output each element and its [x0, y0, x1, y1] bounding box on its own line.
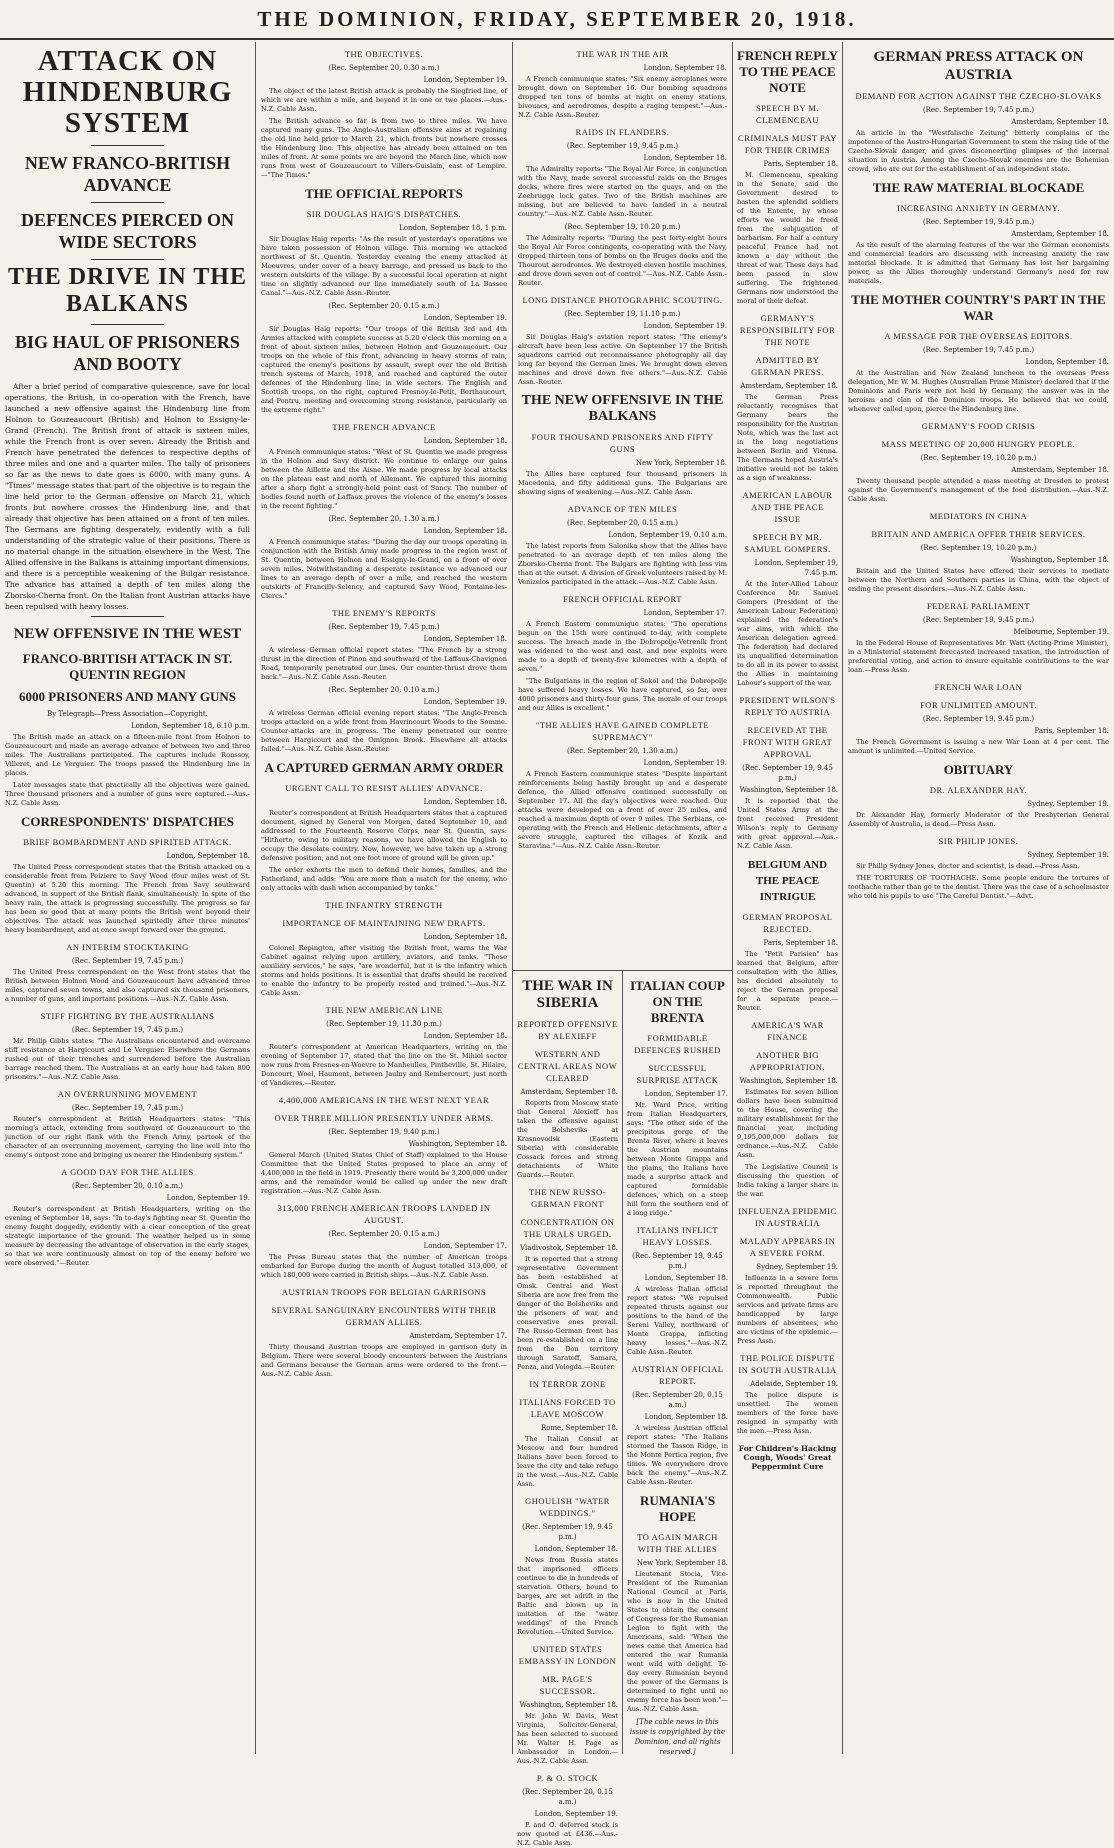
column-3 — [513, 42, 732, 1847]
dateline: Amsterdam, September 18. — [1011, 230, 1109, 238]
article-paragraph: News from Russia states that imprisoned officers continue to die in hundreds of starvation. Others, bound to barges, are set adrift in the Baltic and blown up in imitation of the "water weddings" of the French Revolution.—United Service. — [517, 1556, 618, 1636]
article-paragraph: The "Petit Parisien" has learned that Belgium, after consultation with the Allies, has decided absolutely to reject the German proposal for a separate peace.—Reuter. — [737, 950, 838, 1012]
section-heading: THE OFFICIAL REPORTS — [305, 186, 463, 201]
section-heading: BELGIUM AND THE PEACE INTRIGUE — [747, 859, 828, 903]
dateline: (Rec. September 19, 7.45 p.m.) — [922, 346, 1035, 354]
article-paragraph: The French Government is issuing a new War Loan at 4 per cent. The amount is unlimited.—United Service. — [848, 738, 1109, 755]
section-heading: THE NEW AMERICAN LINE — [325, 1005, 443, 1015]
section-subheading: ANOTHER BIG APPROPRIATION. — [749, 1050, 826, 1072]
article-paragraph: The police dispute is unsettled. The women members of the force have resigned in sympathy with the men.—Press Assn. — [737, 1391, 838, 1435]
article-paragraph: A French communique states: "Six enemy aeroplanes were brought down on September 16. Our bombing squadrons dropped ten tons of bombs at night on enemy stations, bivouacs, and aerodromes, despite a raging tempest."—Aus.-N.Z. Cable Assn.-Reuter. — [518, 75, 727, 119]
dateline: (Rec. September 19, 7.45 p.m.) — [71, 1026, 184, 1034]
article-paragraph: A wireless German official evening report states: "The Anglo-French troops attacked on a wide front from Havrincourt Woods to the Somme. Counter-attacks are in progress. The enemy penetrated our centre between Hargicourt and the Omignon Brook. Elsewhere all attacks failed."—Aus.-N.Z. Cable Assn.-Reuter. — [261, 709, 507, 753]
article-paragraph: Britain and the United States have offered their services to mediate between the Northern and Southern parties in China, with the object of ending the present disorders.—Aus.-N.Z. Cable Assn. — [848, 567, 1109, 593]
dateline: (Rec. September 19, 9.45 p.m.) — [632, 1252, 723, 1270]
column-5 — [843, 42, 1114, 1754]
section-subheading: MALADY APPEARS IN A SEVERE FORM. — [739, 1236, 836, 1258]
section-heading: 4,400,000 AMERICANS IN THE WEST NEXT YEAR — [278, 1095, 490, 1105]
article-paragraph: Reuter's correspondent at British Headquarters states that a captured document, signed by General von Morgen, dated September 10, and addressed to the Fourteenth Reserve Corps, near St. Quentin, says: "Hitherto, owing to military reasons, we have allowed the English to occupy the desolate country. Now, however, we have taken up a strong defensive position, and not one foot more of ground will be given up." — [261, 809, 507, 862]
dateline: (Rec. September 19, 10.20 p.m.) — [920, 544, 1037, 552]
article-paragraph: Reuter's correspondent at American Headquarters, writing on the evening of September 17, stated that the line on the St. Mihiel sector now runs from Fresnes-en-Woevre to Manheulles, Pintheville, St. Hilaire, Doncourt, Woel, Haumont, between Jaulny and Rembercourt, just north of Vandieres.—Reuter. — [261, 1043, 507, 1087]
article-paragraph: A wireless Austrian official report states: "The Italians stormed the Tasson Ridge, in the Monte Pertica region, five times. We everywhere drove back the enemy."—Aus.-N.Z. Cable Assn.-Reuter. — [627, 1424, 728, 1486]
article-paragraph: A French Eastern communique states: "Despite important reinforcements being hastily brought up and a desperate defence, the Allied offensive continued successfully on September 17. All the day's objectives were reached. Our attacks were developed on a front of over 25 miles, and reached a maximum depth of over 9 miles. The Serbians, co-operating with the French and Hellenic detachments, after a severe struggle, captured the villages of Kozik and Staravina."—Aus.-N.Z. Cable Assn.-Reuter. — [518, 770, 727, 850]
article-paragraph: Mr. Ward Price, writing from Italian Headquarters, says: "The other side of the precipitous gorge of the Brenta River, where it leaves the Austrian mountains between Monte Grappa and the plains, the Italians have made a surprise attack and captured formidable defences, which on a steep hill form the southern end of a long ridge." — [627, 1101, 728, 1217]
dateline: (Rec. September 19, 7.45 p.m.) — [71, 957, 184, 965]
article-paragraph: A French communique states: "West of St. Quentin we made progress in the Holnon and Savy district. We continue to enlarge our gains between the Aillette and the Aisne. We made progress by local attacks on the plateau east and north of Allemant. We captured this morning after a sharp fight a strongly-held point east of Sancy. The number of bodies found north of Laffaux proves the violence of the enemy's losses in the recent fighting." — [261, 448, 507, 510]
subhead: NEW FRANCO-BRITISH ADVANCE — [24, 153, 231, 195]
section-heading: GERMANY'S RESPONSIBILITY FOR THE NOTE — [739, 313, 836, 347]
article-paragraph: The Press Bureau states that the number of American troops embarked for Europe during the month of August totalled 313,000, of which 180,000 were carried in British ships.—Aus.-N.Z. Cable Assn. — [261, 1253, 507, 1279]
article-paragraph: Colonel Repington, after visiting the British front, warns the War Cabinet against relying upon artillery, aviators, and tanks. "These auxiliary services," he says, "are wonderful, but it is the infantry which storms and holds positions. It is essential that drafts should be received to enable the infantry to be properly rested and trained."—Aus.-N.Z. Cable Assn. — [261, 944, 507, 997]
dateline: (Rec. September 19, 7.45 p.m.) — [328, 623, 440, 631]
article-paragraph: A wireless Italian official report states: "We repulsed repeated thrusts against our positions to the hand of the Sereni Valley, northward of Monte Grappa, inflicting heavy losses."—Aus.-N.Z. Cable Assn.-Reuter. — [627, 1285, 728, 1356]
dateline: London, September 18. — [423, 798, 507, 806]
article-paragraph: The Allies have captured four thousand prisoners in Macedonia, and fifty additional guns. The Bulgarians are showing signs of weakening.—Aus.-N.Z. Cable Assn. — [518, 470, 727, 496]
dateline: Washington, September 18. — [739, 786, 838, 794]
dateline: Amsterdam, September 18. — [520, 1088, 618, 1096]
dateline: London, September 17. — [644, 1090, 728, 1098]
section-heading: ITALIAN COUP ON THE BRENTA — [630, 978, 725, 1025]
article-paragraph: Estimates for seven billion dollars have been submitted to the House, covering the military establishment for the financial year, including 9,195,000,000 dollars for ordnance.—Aus.-N.Z. Cable Assn. — [737, 1088, 838, 1159]
article-paragraph: Twenty thousand people attended a mass meeting at Dresden to protest against the Government's management of the food distribution.—Aus.-N.Z. Cable Assn. — [848, 477, 1109, 503]
article-paragraph: Dr. Alexander Hay, formerly Moderator of the Presbyterian General Assembly of Australia, is dead.—Press Assn. — [848, 811, 1109, 828]
section-heading: FRENCH REPLY TO THE PEACE NOTE — [737, 48, 839, 95]
section-subheading: SIR PHILIP JONES. — [938, 836, 1019, 846]
dateline: London, September 19, 7.45 p.m. — [754, 559, 838, 577]
dateline: London, September 18. — [423, 1032, 507, 1040]
dateline: (Rec. September 20, 1.30 a.m.) — [328, 515, 440, 523]
dateline: London, September 19. — [166, 1194, 250, 1202]
section-heading: INFLUENZA EPIDEMIC IN AUSTRALIA — [738, 1206, 837, 1228]
section-subheading: REPORTED OFFENSIVE BY ALEXIEFF — [517, 1019, 618, 1041]
headline-balkans: THE DRIVE IN THE BALKANS — [8, 264, 247, 317]
article-paragraph: M. Clemenceau, speaking in the Senate, said the Government desired to hasten the splendid soldiers of the Entente, by whose efforts we would be freed from the subjugation of barbarism. For half a century peaceful France had not known a day without the threat of war. These days had been passed in slow suffering. The frightened Germans now understood the moral of their defeat. — [737, 171, 838, 305]
dateline: Washington, September 18. — [519, 1701, 618, 1709]
article-paragraph: The Italian Consul at Moscow and four hundred Italians have been forced to leave the city and take refuge in the west.—Aus.-N.Z. Cable Assn. — [517, 1435, 618, 1488]
section-subheading: ITALIANS FORCED TO LEAVE MOSCOW — [519, 1397, 616, 1419]
section-subheading: SUCCESSFUL SURPRISE ATTACK — [636, 1063, 719, 1085]
dateline: Paris, September 18. — [763, 939, 838, 947]
section-subheading: OVER THREE MILLION PRESENTLY UNDER ARMS. — [274, 1113, 494, 1123]
section-subheading: CONCENTRATION ON THE URALS URGED. — [520, 1217, 615, 1239]
dateline: (Rec. September 20, 0.15 a.m.) — [522, 1788, 613, 1806]
dateline: (Rec. September 20, 0.15 a.m.) — [632, 1391, 723, 1409]
dateline: Washington, September 18. — [739, 1077, 838, 1085]
section-subheading: DEMAND FOR ACTION AGAINST THE CZECHO-SLOVAKS — [855, 91, 1102, 101]
section-heading: THE FRENCH ADVANCE — [332, 422, 436, 432]
dateline: London, September 18. — [423, 635, 507, 643]
section-heading: MEDIATORS IN CHINA — [929, 511, 1028, 521]
section-subheading: BRITAIN AND AMERICA OFFER THEIR SERVICES. — [871, 529, 1086, 539]
article-paragraph: The United Press correspondent on the West front states that the British between Holnon Wood and Gouzeaucourt have advanced three miles, captured seven towns, and also captured six thousand prisoners, a number of guns, and important positions.—Aus.-N.Z. Cable Assn. — [5, 968, 250, 1003]
article-paragraph: P. and O. deferred stock is now quoted at £436.—Aus.-N.Z. Cable Assn. — [517, 1821, 618, 1847]
section-heading: THE POLICE DISPUTE IN SOUTH AUSTRALIA — [738, 1353, 837, 1375]
dateline: Sydney, September 19. — [1027, 800, 1109, 808]
dateline: London, September 17. — [423, 1242, 507, 1250]
section-heading: THE OBJECTIVES. — [344, 49, 424, 59]
dateline: Washington, September 18. — [408, 1140, 507, 1148]
divider — [91, 616, 165, 617]
subhead: BIG HAUL OF PRISONERS AND BOOTY — [15, 332, 240, 374]
section-heading: GERMANY'S FOOD CRISIS — [921, 421, 1036, 431]
column-2 — [256, 42, 512, 1754]
section-heading: GERMAN PRESS ATTACK ON AUSTRIA — [873, 49, 1084, 83]
divider — [91, 259, 165, 260]
article-paragraph: In the Federal House of Representatives Mr. Watt (Acting-Prime Minister), in a Ministerial statement forecasted increased taxation, the introduction of preferential voting, and action to ensure equitable contributions to the war loan.—Press Assn. — [848, 639, 1109, 674]
article-paragraph: The Admiralty reports: "The Royal Air Force, in conjunction with the Navy, made several successful raids on the Bruges docks, where fires were started on the quays, and on the Zeebrugge lock gates. Two of the British machines are missing, but are believed to have landed in a neutral country."—Aus.-N.Z. Cable Assn.-Reuter. — [518, 165, 727, 218]
section-heading: GHOULISH "WATER WEDDINGS." — [525, 1496, 610, 1518]
dateline: Amsterdam, September 18. — [1011, 118, 1109, 126]
article-paragraph: Sir Douglas Haig's aviation report states: "The enemy's aircraft have been less active. On September 17 the British squadrons carried out reconnaissance photography all day long far beyond the German lines. We brought down eleven machines and drove down five others."—Aus.-N.Z. Cable Assn.-Reuter. — [518, 333, 727, 386]
section-heading: THE NEW RUSSO-GERMAN FRONT — [528, 1187, 607, 1209]
divider — [91, 202, 165, 203]
section-heading: ADVANCE OF TEN MILES — [567, 504, 678, 514]
dateline: London, September 18, 6.10 p.m. — [131, 722, 250, 730]
section-heading: AUSTRIAN TROOPS FOR BELGIAN GARRISONS — [281, 1287, 487, 1297]
article-paragraph: An article in the "Westfalische Zeitung" bitterly complains of the impotence of the Austro-Hungarian Government to stem the rising tide of the Czecho-Slovak danger, and gives disconcerting glimpses of the internal situation in Austria. Among the Czecho-Slovak enemies are the Bohemian crowd, who are out for the establishment of an independent state. — [848, 129, 1109, 173]
article-paragraph: Later messages state that practically all the objectives were gained. Three thousand prisoners and a number of guns were captured.—Aus.-N.Z. Cable Assn. — [5, 781, 250, 807]
dateline: (Rec. September 19, 9.40 p.m.) — [328, 1128, 440, 1136]
section-heading: A GOOD DAY FOR THE ALLIES — [61, 1167, 194, 1177]
section-heading: AUSTRIAN OFFICIAL REPORT. — [631, 1364, 724, 1386]
dateline: (Rec. September 20, 0.15 a.m.) — [567, 519, 678, 527]
dateline: London, September 19. — [423, 698, 507, 706]
dateline: Sydney, September 19. — [1027, 851, 1109, 859]
dateline: Amsterdam, September 18. — [740, 382, 838, 390]
section-heading: THE MOTHER COUNTRY'S PART IN THE WAR — [851, 292, 1106, 323]
section-subheading: A MESSAGE FOR THE OVERSEAS EDITORS. — [884, 331, 1073, 341]
article-paragraph: As the result of the alarming features of the war the German economists and commercial leaders are discussing with increasing anxiety the raw material blockade. It is admitted that Germany has lost her bargaining power, as the Allies thoroughly understand Germany's need for raw materials. — [848, 241, 1109, 285]
dateline: (Rec. September 19, 9.45 p.m.) — [742, 764, 833, 782]
article-paragraph: Reuter's correspondent at British Headquarters states: "This morning's attack, extending from southward of Gouzeaucourt to the junction of our right flank with the French Army, partook of the character of an overrunning movement, carrying the line well into the enemy's outpost zone and bringing us nearer the Hindenburg system." — [5, 1115, 250, 1159]
section-heading: OBITUARY — [943, 762, 1014, 777]
article-paragraph: "The Bulgarians in the region of Sokol and the Dobropolje have suffered heavy losses. We have captured, so far, over 4000 prisoners and thirty-four guns. The morale of our troops and our Allies is excellent." — [518, 677, 727, 712]
article-paragraph: The British advance so far is from two to three miles. We have captured many guns. The Anglo-Australian offensive aims at regaining the old line held prior to March 21, which fronts but nowhere crosses the Hindenburg line. This objective has already been attained on ten miles of front. At some points we are beyond the March line, which now runs from west of Gouzeaucourt to Villers-Guislain, east of Lempire.—"The Times." — [261, 117, 507, 179]
dateline: New York, September 18. — [636, 1559, 728, 1567]
column-3-top — [513, 48, 732, 976]
section-subheading: URGENT CALL TO RESIST ALLIES' ADVANCE. — [285, 783, 483, 793]
dateline: London, September 18. — [1025, 358, 1109, 366]
advertisement: THE TORTURES OF TOOTHACHE. Some people endure the tortures of toothache rather than go to the dentist. There was the case of a schoolmaster who told his pupils to use "The Careful Dentist."—Advt. — [848, 874, 1109, 900]
article-paragraph: Reports from Moscow state that General Alexieff has taken the offensive against the Bolsheviks at Krasnovodsk (Eastern Siberia) with considerable Cossack forces and strong detachments of White Guards.—Reuter. — [517, 1099, 618, 1179]
section-heading: UNITED STATES EMBASSY IN LONDON — [518, 1644, 617, 1666]
dateline: London, September 17. — [643, 609, 727, 617]
dateline: (Rec. September 20, 0.15 a.m.) — [328, 1230, 440, 1238]
dateline: London, September 19. — [534, 1810, 618, 1818]
article-paragraph: Mr. Philip Gibbs states: "The Australians encountered and overcame stiff resistance at Hargicourt and Le Verguier. Elsewhere the Germans rushed out of their trenches and surrendered before the Australian barrage reached them. The Australians at an early hour had taken 800 prisoners."—Aus.-N.Z. Cable Assn. — [5, 1037, 250, 1081]
section-heading: "THE ALLIES HAVE GAINED COMPLETE SUPREMACY" — [535, 720, 710, 742]
article-paragraph: Sir Philip Sydney Jones, doctor and scientist, is dead.—Press Assn. — [856, 862, 1080, 870]
article-paragraph: The United Press correspondent states that the British attacked on a considerable front from Peiziere to Savy Wood (four miles west of St. Quentin) at 5.20 this morning. The French from Savy southward advanced, in support of the British flank, simultaneously. In spite of the heavy rain, the attack is progressing successfully. The progress so far has been so good that at many points the British went beyond their objectives. The attack was launched spiritedly after three minutes' heavy bombardment, and at once swept forward over the ground. — [5, 863, 250, 934]
dateline: New York, September 18. — [635, 459, 727, 467]
article-paragraph: Lieutenant Stocia, Vice-President of the Rumanian National Council at Paris, who is now in the United States to obtain the consent of Congress for the Rumanian Legion to fight with the Americans, said: "When the news came that America had entered the war Rumania went wild with delight. To-day every Rumanian beyond the power of the Germans is determined to fight until no enemy force has been won."—Aus.-N.Z. Cable Assn. — [627, 1570, 728, 1713]
section-heading: ITALIANS INFLICT HEAVY LOSSES. — [636, 1225, 719, 1247]
dateline: London, September 19. — [423, 314, 507, 322]
article-paragraph: The Legislative Council is discussing the question of India taking a larger share in the war. — [737, 1163, 838, 1198]
summary-paragraph: After a brief period of comparative quiescence, save for local operations, the British, in co-operation with the French, have launched a new offensive against the Hindenburg line from Holnon to Gouzeaucourt (British) and Holnon to Essigny-le-Grand (French). The British front of attack is sixteen miles, while the French front is over seven. Already the British and French have penetrated the defences to respective depths of three miles and one and a quarter miles. The tally of prisoners so far as the news to date goes is 6000, with many guns. A "Times" message states that part of the objective is to regain the line held prior to the German offensive on March 21, which fronts but nowhere crosses the Hindenburg line, and that already that objective has been attained on a front of ten miles. The Germans are fighting desperately, evidently with a full understanding of the strategic value of their positions. There is no material change in the situation elsewhere in the West. The Allied offensive in the Balkans is attaining important dimensions, and there is a perceptible weakening of the Bulgar resistance. The advance has attained a depth of ten miles along the Zborsko-Cherna front. On the Italian front Austrian attacks have been repulsed with heavy losses. — [5, 382, 250, 611]
dateline: Amsterdam, September 18. — [1011, 466, 1109, 474]
dateline: London, September 18. — [643, 64, 727, 72]
article-paragraph: The British made an attack on a fifteen-mile front from Holnon to Gouzeaucourt and made an average advance of between two and three miles. The Australians participated. The captures include Ronssoy, Villeret, and Le Verguier. The troops passed the Hindenburg line in places. — [5, 733, 250, 777]
section-heading: AN OVERRUNNING MOVEMENT — [57, 1089, 198, 1099]
dateline: (Rec. September 19, 10.20 p.m.) — [564, 223, 681, 231]
dateline: London, September 18. — [644, 1274, 728, 1282]
dateline: Paris, September 18. — [763, 160, 838, 168]
article-paragraph: The latest reports from Salonika show that the Allies have penetrated to an average depth of ten miles along the Zborsko-Cherna front. The Bulgars are fighting with less vim than at the outset. A division of Greek volunteers raised by M. Venizelos participated in the attack.—Aus.-N.Z. Cable Assn. — [518, 542, 727, 586]
dateline: London, September 18, 1 p.m. — [399, 224, 507, 232]
section-heading: IN TERROR ZONE — [529, 1379, 606, 1389]
section-heading: A CAPTURED GERMAN ARMY ORDER — [264, 760, 504, 775]
article-paragraph: General March (United States Chief of Staff) explained to the House Committee that the United States proposed to place an army of 4,400,000 in the field in 1919. Presently there would be 3,200,000 under arms, and the remainder would be called up under the new draft registration.—Aus.-N.Z. Cable Assn. — [261, 1151, 507, 1195]
dateline: (Rec. September 19, 9.45 p.m.) — [566, 142, 679, 150]
headline-attack-hindenburg: ATTACK ON HINDENBURG SYSTEM — [22, 45, 233, 139]
section-subheading: FOUR THOUSAND PRISONERS AND FIFTY GUNS — [531, 432, 714, 454]
dateline: Paris, September 18. — [1034, 727, 1109, 735]
article-paragraph: A French communique states: "During the day our troops operating in conjunction with the British Army made progress in the region west of St. Quentin, between Holnon and Essigny-le-Grand, on a front of over seven miles. Notwithstanding a desperate resistance we advanced our lines to an average depth of over a mile, and reached the western outskirts of Francilly-Selency, and captured Savy Wood, Fontaine-les-Clercs." — [261, 538, 507, 600]
dateline: (Rec. September 20, 0.15 a.m.) — [328, 302, 440, 310]
section-heading: THE RAW MATERIAL BLOCKADE — [872, 180, 1085, 195]
article-paragraph: The German Press reluctantly recognises that Germany bears the responsibility for the Austrian Note, which was the last act in the long negotiations between Berlin and Vienna. The Germans hoped Austria's initiative would not be taken as a sign of weakness. — [737, 393, 838, 482]
section-subheading: MASS MEETING OF 20,000 HUNGRY PEOPLE. — [881, 439, 1076, 449]
article-paragraph: A French Eastern communique states: "The operations begun on the 15th were continued to-day, with complete success. The breach made in the Dobropolje-Vetrenik front was widened to the west and east, and new exploits were made to a depth of twenty-five kilometres with a depth of seven." — [518, 620, 727, 673]
section-subheading: SIR DOUGLAS HAIG'S DISPATCHES. — [306, 209, 462, 219]
article-paragraph: It is reported that the United States Army at the front received President Wilson's reply to Germany with great approval.—Aus.-N.Z. Cable Assn. — [737, 797, 838, 850]
dateline: (Rec. September 19, 11.10 p.m.) — [564, 310, 681, 318]
article-paragraph: A wireless German official report states: "The French by a strong thrust in the direction of Pinon and southward of the Laffaux-Chavignon Road, temporarily penetrated our lines. Our counter-thrust drove them back."—Aus.-N.Z. Cable Assn.-Reuter. — [261, 646, 507, 681]
section-heading: AN INTERIM STOCKTAKING — [66, 942, 189, 952]
section-heading: FRENCH OFFICIAL REPORT — [563, 594, 682, 604]
section-heading: THE ENEMY'S REPORTS — [332, 608, 436, 618]
dateline: London, September 19. — [423, 76, 507, 84]
column-4 — [733, 42, 842, 1754]
section-heading: THE INFANTRY STRENGTH — [325, 900, 443, 910]
section-subheading: GERMAN PROPOSAL REJECTED. — [742, 912, 833, 934]
section-subheading: MR. PAGE'S SUCCESSOR. — [539, 1674, 596, 1696]
dateline: (Rec. September 19, 11.30 p.m.) — [326, 1020, 442, 1028]
dateline: (Rec. September 19, 7.45 p.m.) — [71, 1104, 184, 1112]
section-heading: 313,000 FRENCH AMERICAN TROOPS LANDED IN AUGUST. — [277, 1203, 491, 1225]
dateline: (Rec. September 19, 9.45 p.m.) — [922, 715, 1035, 723]
dateline: Washington, September 18. — [1010, 556, 1109, 564]
section-subheading: SPEECH BY MR. SAMUEL GOMPERS. — [744, 532, 831, 554]
dateline: (Rec. September 19, 10.20 p.m.) — [920, 454, 1037, 462]
section-subheading: SPEECH BY M. CLEMENCEAU — [755, 103, 820, 125]
subhead: DEFENCES PIERCED ON WIDE SECTORS — [20, 210, 235, 252]
dateline: London, September 18. — [423, 527, 507, 535]
article-paragraph: The order exhorts the men to defend their homes, families, and the Fatherland, and adds: "You are more than a match for the enemy, who only attacks with dash when accompanied by tanks." — [261, 866, 507, 892]
article-paragraph: Sir Douglas Haig reports: "Our troops of the British 3rd and 4th Armies attacked with complete success at 5.20 o'clock this morning on a front of about sixteen miles, between Holnon and Gouzeaucourt. Our troops on the whole of this front, advancing in heavy storms of rain, captured the enemy's positions by assault, swept over the old British trench systems of March, 1918, and reached and captured the outer defences of the Hindenburg line, in wide sectors. The English and Scottish troops, on the right, captured Fresnoy-le-Petit, Berthaucourt, and Pontru, meeting and overcoming strong resistance, particularly on the extreme right." — [261, 325, 507, 414]
article-paragraph: The Admiralty reports: "During the past forty-eight hours the Royal Air Force contingents, co-operating with the Navy, dropped thirteen tons of bombs on the Bruges docks and the Thourout aerodromes. We destroyed eleven hostile machines, and drove down seven out of control."—Aus.-N.Z. Cable Assn.-Reuter. — [518, 234, 727, 287]
dateline: (Rec. September 19, 7.45 p.m.) — [922, 106, 1035, 114]
section-subheading: IMPORTANCE OF MAINTAINING NEW DRAFTS. — [282, 918, 486, 928]
section-heading: P. & O. STOCK — [536, 1773, 599, 1783]
section-subheading: 6000 PRISONERS AND MANY GUNS — [19, 689, 236, 704]
dateline: London, September 19. — [643, 322, 727, 330]
article-paragraph: Sir Douglas Haig reports: "As the result of yesterday's operations we have taken possession of Holnon village. This morning we attacked northwest of St. Quentin. Yesterday evening the enemy attacked at Moeuvres, under cover of a heavy barrage, and pressed us back to the western outskirts of the village. By a successful local operation at night time on slightly advanced our line immediately south of La Bassee Canal."—Aus.-N.Z. Cable Assn.-Reuter. — [261, 235, 507, 297]
section-heading: THE WAR IN SIBERIA — [522, 978, 613, 1011]
dateline: (Rec. September 19, 9.45 p.m.) — [522, 1523, 613, 1541]
dateline: Melbourne, September 19. — [1013, 628, 1109, 636]
dateline: London, September 18. — [644, 1413, 728, 1421]
article-paragraph: Influenza in a severe form is reported throughout the Commonwealth. Public services and private firms are handicapped by large numbers of absentees, who are victims of the epidemic.—Press Assn. — [737, 1274, 838, 1345]
section-subheading: RECEIVED AT THE FRONT WITH GREAT APPROVAL — [742, 725, 833, 759]
dateline: (Rec. September 20, 0.10 a.m.) — [328, 686, 440, 694]
section-subheading: WESTERN AND CENTRAL AREAS NOW CLEARED — [517, 1049, 618, 1083]
section-heading: STIFF FIGHTING BY THE AUSTRALIANS — [40, 1011, 215, 1021]
dateline: (Rec. September 19, 9.45 p.m.) — [922, 218, 1035, 226]
column-3-right — [623, 972, 732, 1754]
article-paragraph: The object of the latest British attack is probably the Siegfried line, of which we are within a mile, and beyond it in one or two places.—Aus.-N.Z. Cable Assn. — [261, 87, 507, 113]
dateline: London, September 19, 0.10 a.m. — [608, 531, 727, 539]
dateline: London, September 18. — [643, 154, 727, 162]
section-heading: FEDERAL PARLIAMENT — [926, 601, 1031, 611]
section-heading: AMERICA'S WAR FINANCE — [751, 1020, 824, 1042]
column-3-left — [513, 972, 622, 1847]
section-subheading: CRIMINALS MUST PAY FOR THEIR CRIMES — [738, 133, 837, 155]
section-heading: PRESIDENT WILSON'S REPLY TO AUSTRIA — [739, 695, 836, 717]
copyright-note: [The cable news in this issue is copyrighted by the Dominion, and all rights reserved.] — [629, 1718, 726, 1756]
article-paragraph: It is reported that a strong representative Government has been established at Omsk. Central and West Siberia are now free from the danger of the Bolsheviks and the prisoners of war, and conservative ones prevail. The Russo-German front has been re-established on a line from the Don territory through Saratoff, Samara, Penza, and Vologda.—Reuter. — [517, 1255, 618, 1371]
dateline: (Rec. September 20, 0.30 a.m.) — [328, 64, 440, 72]
divider — [91, 145, 165, 146]
dateline: Adelaide, September 19. — [750, 1380, 838, 1388]
section-subheading: FOR UNLIMITED AMOUNT. — [920, 700, 1037, 710]
dateline: London, September 19. — [643, 759, 727, 767]
article-paragraph: Thirty thousand Austrian troops are employed in garrison duty in Belgium. There were several bloody encounters between the Austrians and Germans because the German arms were ordered to the front.—Aus.-N.Z. Cable Assn. — [261, 1343, 507, 1378]
advertisement: For Children's Hacking Cough, Woods' Great Peppermint Cure — [738, 1444, 837, 1471]
dateline: Amsterdam, September 17. — [409, 1332, 507, 1340]
divider — [91, 324, 165, 325]
article-paragraph: At the Australian and New Zealand luncheon to the overseas Press delegation, Mr. W. M. Hughes (Australian Prime Minister) declared that if the Dominions and Paris were not held by Germany, the answer was in the heroism and clan of the Dominion troops. He believed that we could, whenever called upon, pierce the Hindenburg line. — [848, 369, 1109, 413]
masthead: THE DOMINION, FRIDAY, SEPTEMBER 20, 1918. — [0, 0, 1114, 40]
dateline: Vladivostok, September 18. — [519, 1244, 618, 1252]
section-heading: LONG DISTANCE PHOTOGRAPHIC SCOUTING. — [522, 295, 723, 305]
dateline: (Rec. September 20, 0.10 a.m.) — [72, 1182, 183, 1190]
section-subheading: ADMITTED BY GERMAN PRESS. — [751, 355, 824, 377]
dateline: (Rec. September 19, 9.45 p.m.) — [922, 616, 1035, 624]
section-heading: RUMANIA'S HOPE — [639, 1493, 716, 1524]
dateline: London, September 18. — [423, 933, 507, 941]
dateline: London, September 18. — [534, 1545, 618, 1553]
section-subheading: FRANCO-BRITISH ATTACK IN ST. QUENTIN REGION — [22, 651, 233, 682]
article-paragraph: Mr. John W. Davis, West Virginia, Solicitor-General, has been selected to succeed Mr. Walter H. Page as Ambassador in London.—Aus.-N.Z. Cable Assn. — [517, 1712, 618, 1765]
byline: By Telegraph—Press Association—Copyright. — [47, 710, 208, 718]
section-heading: CORRESPONDENTS' DISPATCHES — [21, 814, 234, 829]
section-heading: NEW OFFENSIVE IN THE WEST — [13, 626, 242, 642]
section-subheading: INCREASING ANXIETY IN GERMANY. — [897, 203, 1060, 213]
article-paragraph: At the Inter-Allied Labour Conference Mr. Samuel Gompers (President of the American Labour Federation) explained the federation's war aims, with which the American delegation agreed. The federation had declared its unqualified determination to do all in its power to assist the Allies in maintaining Labour's support of the war. — [737, 580, 838, 687]
column-1 — [0, 42, 255, 1754]
section-heading: THE NEW OFFENSIVE IN THE BALKANS — [521, 393, 724, 424]
dateline: Rome, September 18. — [540, 1424, 618, 1432]
section-subheading: DR. ALEXANDER HAY. — [929, 785, 1028, 795]
article-paragraph: Reuter's correspondent at British Headquarters, writing on the evening of September 18, says: "In to-day's fighting near St. Quentin the enemy fought doggedly, evidently with a clear conception of the great strategic importance of the ground. The weather helped us in some measure by decreasing the advantage of observation in the early stages, so that we were continuously almost on top of the enemy before we were observed."—Reuter. — [5, 1205, 250, 1267]
dateline: Sydney, September 19. — [756, 1263, 838, 1271]
dateline: London, September 18. — [423, 437, 507, 445]
section-heading: FRENCH WAR LOAN — [934, 682, 1023, 692]
section-heading: RAIDS IN FLANDERS. — [575, 127, 670, 137]
section-subheading: TO AGAIN MARCH WITH THE ALLIES — [637, 1532, 718, 1554]
section-subheading: FORMIDABLE DEFENCES RUSHED — [634, 1033, 721, 1055]
section-subheading: SEVERAL SANGUINARY ENCOUNTERS WITH THEIR GERMAN ALLIES. — [271, 1305, 497, 1327]
section-heading: THE WAR IN THE AIR — [576, 49, 669, 59]
section-heading: AMERICAN LABOUR AND THE PEACE ISSUE — [742, 490, 833, 524]
dateline: London, September 18. — [166, 852, 250, 860]
dateline: (Rec. September 20, 1.30 a.m.) — [567, 747, 678, 755]
section-subheading: BRIEF BOMBARDMENT AND SPIRITED ATTACK. — [23, 837, 232, 847]
